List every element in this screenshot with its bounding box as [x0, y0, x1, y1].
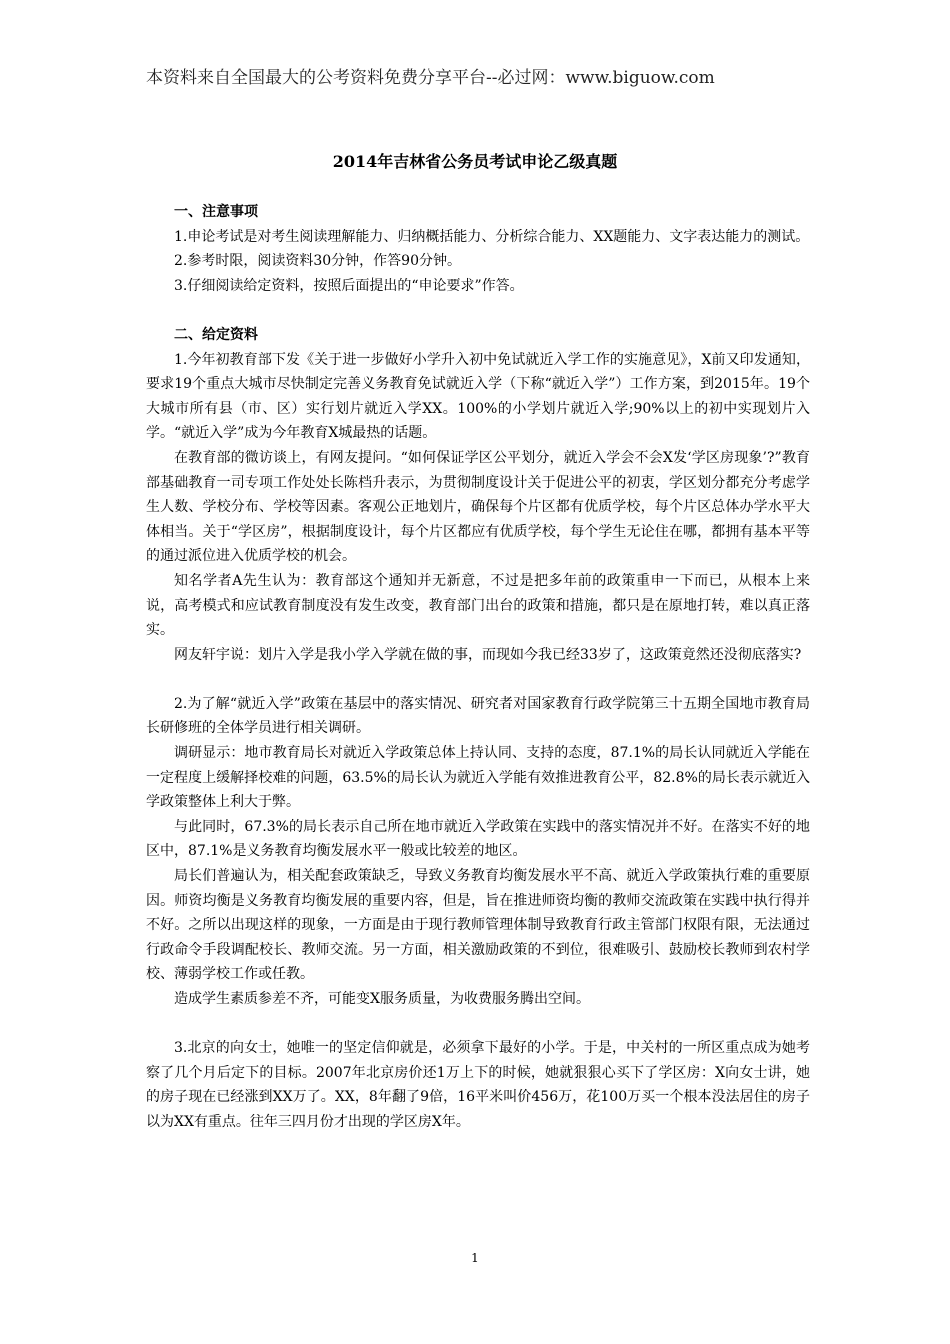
paragraph: 2.参考时限，阅读资料30分钟，作答90分钟。 [174, 253, 461, 270]
section-heading-materials: 二、给定资料 [174, 326, 258, 343]
document-title: 2014年吉林省公务员考试申论乙级真题 [332, 152, 618, 171]
paragraph: 调研显示：地市教育局长对就近入学政策总体上持认同、支持的态度，87.1%的局长认同就近入学能在一定程度上缓解择校难的问题，63.5%的局长认为就近入学能有效推进教育公平，82.8%的局长表示就近入学政策整体上利大于弊。 [146, 745, 810, 811]
paragraph: 在教育部的微访谈上，有网友提问。“如何保证学区公平划分，就近入学会不会X发‘学区房现象’?”教育部基础教育一司专项工作处处长陈档升表示，为贯彻制度设计关于促进公平的初衷，学区划分都充分考虑学生人数、学校分布、学校等因素。客观公正地划片，确保每个片区都有优质学校，每个片区总体办学水平大体相当。关于“学区房”，根据制度设计，每个片区都应有优质学校，每个学生无论住在哪，都拥有基本平等的通过派位进入优质学校的机会。 [146, 449, 810, 565]
paragraph: 3.仔细阅读给定资料，按照后面提出的“申论要求”作答。 [174, 277, 524, 294]
paragraph: 2.为了解“就近入学”政策在基层中的落实情况、研究者对国家教育行政学院第三十五期全国地市教育局长研修班的全体学员进行相关调研。 [146, 695, 810, 737]
paragraph: 1.今年初教育部下发《关于进一步做好小学升入初中免试就近入学工作的实施意见》，X前又印发通知，要求19个重点大城市尽快制定完善义务教育免试就近入学（下称“就近入学”）工作方案，到2015年。19个大城市所有县（市、区）实行划片就近入学XX。100%的小学划片就近入学;90%以上的初中实现划片入学。“就近入学”成为今年教育X城最热的话题。 [146, 351, 810, 442]
paragraph: 知名学者A先生认为：教育部这个通知并无新意，不过是把多年前的政策重申一下而已，从根本上来说，高考模式和应试教育制度没有发生改变，教育部门出台的政策和措施，都只是在原地打转，难以真正落实。 [146, 572, 810, 639]
paragraph: 3.北京的向女士，她唯一的坚定信仰就是，必须拿下最好的小学。于是，中关村的一所区重点成为她考察了几个月后定下的目标。2007年北京房价还1万上下的时候，她就狠狠心买下了学区房：X向女士讲，她的房子现在已经涨到XX万了。XX，8年翻了9倍，16平米叫价456万，花100万买一个根本没法居住的房子以为XX有重点。往年三四月份才出现的学区房X年。 [146, 1040, 810, 1130]
spacer [146, 1012, 810, 1037]
paragraph: 1.申论考试是对考生阅读理解能力、归纳概括能力、分析综合能力、XX题能力、文字表达能力的测试。 [174, 228, 810, 245]
paragraph: 造成学生素质参差不齐，可能变X服务质量，为收费服务腾出空间。 [174, 991, 590, 1007]
paragraph: 局长们普遍认为，相关配套政策缺乏，导致义务教育均衡发展水平不高、就近入学政策执行难的重要原因。师资均衡是义务教育均衡发展的重要内容，但是，旨在推进师资均衡的教师交流政策在实践中执行得并不好。之所以出现这样的现象，一方面是由于现行教师管理体制导致教育行政主管部门权限有限，无法通过行政命令手段调配校长、教师交流。另一方面，相关激励政策的不到位，很难吸引、鼓励校长教师到农村学校、薄弱学校工作或任教。 [146, 868, 810, 983]
paragraph: 与此同时，67.3%的局长表示自己所在地市就近入学政策在实践中的落实情况并不好。在落实不好的地区中，87.1%是义务教育均衡发展水平一般或比较差的地区。 [146, 818, 810, 860]
document-body [146, 200, 810, 1135]
spacer [146, 298, 810, 323]
spacer [146, 667, 810, 692]
paragraph: 网友轩宇说：划片入学是我小学入学就在做的事，而现如今我已经33岁了，这政策竟然还没彻底落实? [174, 646, 802, 663]
page-number: 1 [471, 1251, 479, 1265]
page-header-source: 本资料来自全国最大的公考资料免费分享平台--必过网：www.biguow.com [146, 68, 715, 88]
section-heading-notes: 一、注意事项 [174, 204, 258, 220]
